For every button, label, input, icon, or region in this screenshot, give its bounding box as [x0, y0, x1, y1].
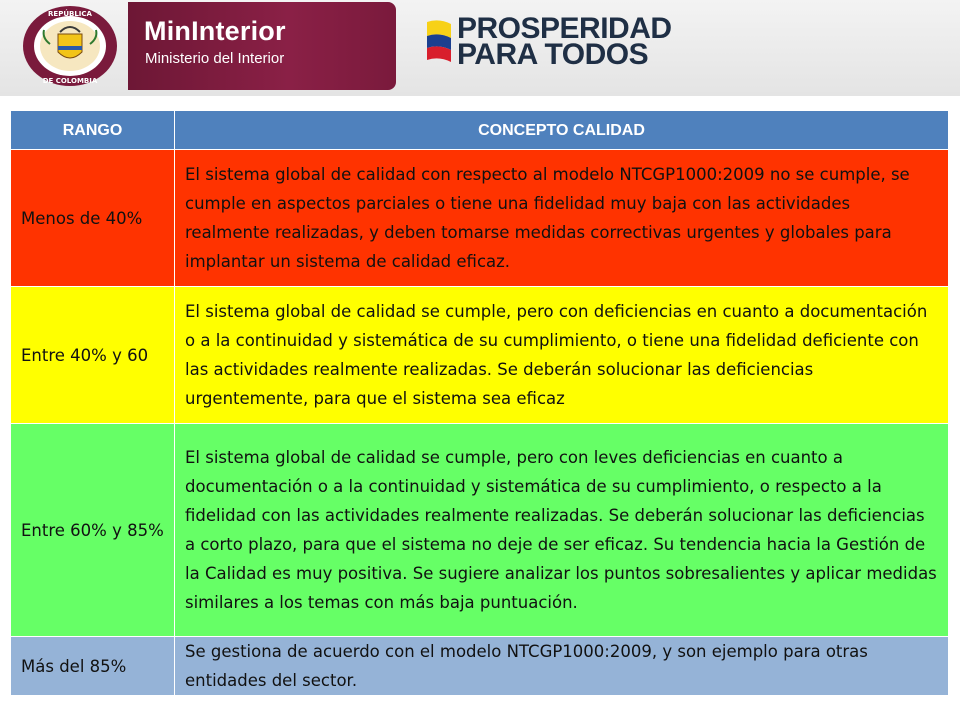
- colombia-flag-icon: [423, 16, 453, 68]
- concept-cell: El sistema global de calidad se cumple, pero con deficiencias en cuanto a documentación o a la continuidad y sistemática de su cumplimiento, o tiene una fidelidad deficiente con las actividades realmente realizadas. Se deberán solucionar las deficiencias urgentemente, para que el sistema sea eficaz: [175, 287, 949, 424]
- ministry-subtitle: Ministerio del Interior: [145, 50, 285, 67]
- header-range: RANGO: [11, 111, 175, 150]
- concept-cell: Se gestiona de acuerdo con el modelo NTCGP1000:2009, y son ejemplo para otras entidades del sector.: [175, 637, 949, 696]
- table-row: [11, 424, 949, 637]
- range-cell: Entre 40% y 60: [11, 287, 175, 424]
- mininterior-logo: [128, 2, 396, 90]
- seal-bottom-text: DE COLOMBIA: [42, 77, 98, 85]
- quality-range-table: [10, 110, 949, 696]
- concept-cell: El sistema global de calidad con respecto al modelo NTCGP1000:2009 no se cumple, se cumple en aspectos parciales o tiene una fidelidad muy baja con las actividades realmente realizadas, y deben tomarse medidas correctivas urgentes y globales para implantar un sistema de calidad eficaz.: [175, 150, 949, 287]
- page-header: [0, 0, 960, 96]
- concept-cell: El sistema global de calidad se cumple, pero con leves deficiencias en cuanto a documentación o a la continuidad y sistemática de su cumplimiento, o respecto a la fidelidad con las actividades realmente realizadas. Se deberán solucionar las deficiencias a corto plazo, para que el sistema no deje de ser eficaz. Su tendencia hacia la Gestión de la Calidad es muy positiva. Se sugiere analizar los puntos sobresalientes y aplicar medidas similares a los temas con más baja puntuación.: [175, 424, 949, 637]
- table-header-row: [11, 111, 949, 150]
- seal-top-text: REPÚBLICA: [48, 10, 92, 18]
- range-cell: Menos de 40%: [11, 150, 175, 287]
- header-concept: CONCEPTO CALIDAD: [175, 111, 949, 150]
- range-cell: Más del 85%: [11, 637, 175, 696]
- campaign-line-1: PROSPERIDAD: [457, 12, 672, 45]
- colombia-seal-logo: [20, 4, 120, 88]
- table-row: [11, 150, 949, 287]
- table-row: [11, 287, 949, 424]
- campaign-line-2: PARA TODOS: [457, 38, 649, 71]
- table-row: [11, 637, 949, 696]
- range-cell: Entre 60% y 85%: [11, 424, 175, 637]
- ministry-title: MinInterior: [144, 16, 286, 46]
